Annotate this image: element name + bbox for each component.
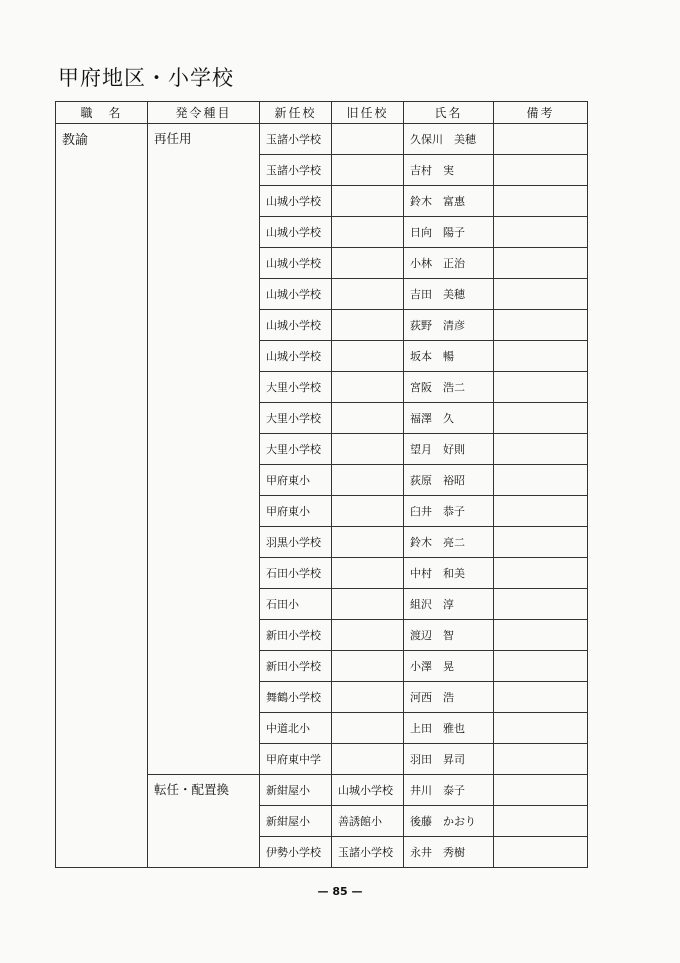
name-cell: 吉田 美穂 (404, 279, 494, 310)
notes-cell (494, 155, 588, 186)
header-position: 職 名 (56, 102, 148, 124)
notes-cell (494, 310, 588, 341)
new-school-cell: 伊勢小学校 (260, 837, 332, 868)
old-school-cell (332, 651, 404, 682)
notes-cell (494, 558, 588, 589)
old-school-cell (332, 217, 404, 248)
old-school-cell: 善誘館小 (332, 806, 404, 837)
header-appointment-type: 発令種目 (148, 102, 260, 124)
notes-cell (494, 465, 588, 496)
new-school-cell: 山城小学校 (260, 279, 332, 310)
old-school-cell (332, 403, 404, 434)
new-school-cell: 山城小学校 (260, 310, 332, 341)
notes-cell (494, 589, 588, 620)
notes-cell (494, 806, 588, 837)
name-cell: 渡辺 智 (404, 620, 494, 651)
new-school-cell: 甲府東中学 (260, 744, 332, 775)
new-school-cell: 新田小学校 (260, 651, 332, 682)
notes-cell (494, 403, 588, 434)
name-cell: 永井 秀樹 (404, 837, 494, 868)
notes-cell (494, 341, 588, 372)
notes-cell (494, 775, 588, 806)
name-cell: 臼井 恭子 (404, 496, 494, 527)
position-cell: 教諭 (56, 124, 148, 868)
old-school-cell (332, 434, 404, 465)
new-school-cell: 山城小学校 (260, 186, 332, 217)
old-school-cell (332, 682, 404, 713)
new-school-cell: 甲府東小 (260, 465, 332, 496)
name-cell: 小澤 晃 (404, 651, 494, 682)
old-school-cell: 山城小学校 (332, 775, 404, 806)
name-cell: 望月 好則 (404, 434, 494, 465)
old-school-cell (332, 589, 404, 620)
notes-cell (494, 620, 588, 651)
old-school-cell (332, 527, 404, 558)
old-school-cell (332, 279, 404, 310)
header-old-school: 旧任校 (332, 102, 404, 124)
old-school-cell (332, 155, 404, 186)
name-cell: 福澤 久 (404, 403, 494, 434)
old-school-cell (332, 372, 404, 403)
new-school-cell: 中道北小 (260, 713, 332, 744)
notes-cell (494, 713, 588, 744)
notes-cell (494, 651, 588, 682)
notes-cell (494, 248, 588, 279)
name-cell: 井川 泰子 (404, 775, 494, 806)
notes-cell (494, 217, 588, 248)
notes-cell (494, 837, 588, 868)
notes-cell (494, 372, 588, 403)
appointment-type-cell: 再任用 (148, 124, 260, 775)
new-school-cell: 新田小学校 (260, 620, 332, 651)
table-row (56, 124, 588, 155)
name-cell: 河西 浩 (404, 682, 494, 713)
personnel-table (55, 101, 588, 868)
name-cell: 荻原 裕昭 (404, 465, 494, 496)
new-school-cell: 大里小学校 (260, 434, 332, 465)
old-school-cell (332, 465, 404, 496)
new-school-cell: 石田小 (260, 589, 332, 620)
old-school-cell (332, 744, 404, 775)
name-cell: 坂本 暢 (404, 341, 494, 372)
name-cell: 宮阪 浩二 (404, 372, 494, 403)
new-school-cell: 山城小学校 (260, 341, 332, 372)
new-school-cell: 石田小学校 (260, 558, 332, 589)
name-cell: 吉村 実 (404, 155, 494, 186)
header-name: 氏名 (404, 102, 494, 124)
name-cell: 久保川 美穂 (404, 124, 494, 155)
name-cell: 羽田 昇司 (404, 744, 494, 775)
header-new-school: 新任校 (260, 102, 332, 124)
name-cell: 上田 雅也 (404, 713, 494, 744)
old-school-cell (332, 124, 404, 155)
appointment-type-cell: 転任・配置換 (148, 775, 260, 868)
old-school-cell (332, 186, 404, 217)
name-cell: 後藤 かおり (404, 806, 494, 837)
old-school-cell: 玉諸小学校 (332, 837, 404, 868)
notes-cell (494, 496, 588, 527)
notes-cell (494, 124, 588, 155)
new-school-cell: 玉諸小学校 (260, 155, 332, 186)
old-school-cell (332, 558, 404, 589)
old-school-cell (332, 496, 404, 527)
new-school-cell: 大里小学校 (260, 403, 332, 434)
new-school-cell: 舞鶴小学校 (260, 682, 332, 713)
header-notes: 備考 (494, 102, 588, 124)
notes-cell (494, 434, 588, 465)
notes-cell (494, 527, 588, 558)
new-school-cell: 山城小学校 (260, 217, 332, 248)
old-school-cell (332, 713, 404, 744)
old-school-cell (332, 620, 404, 651)
table-header-row (56, 102, 588, 124)
notes-cell (494, 744, 588, 775)
new-school-cell: 羽黒小学校 (260, 527, 332, 558)
name-cell: 組沢 淳 (404, 589, 494, 620)
new-school-cell: 新紺屋小 (260, 775, 332, 806)
table-body (56, 124, 588, 868)
new-school-cell: 大里小学校 (260, 372, 332, 403)
notes-cell (494, 186, 588, 217)
new-school-cell: 新紺屋小 (260, 806, 332, 837)
old-school-cell (332, 310, 404, 341)
name-cell: 日向 陽子 (404, 217, 494, 248)
name-cell: 鈴木 富惠 (404, 186, 494, 217)
page-number: — 85 — (317, 885, 363, 898)
name-cell: 中村 和美 (404, 558, 494, 589)
old-school-cell (332, 341, 404, 372)
new-school-cell: 甲府東小 (260, 496, 332, 527)
name-cell: 小林 正治 (404, 248, 494, 279)
page-title: 甲府地区・小学校 (58, 66, 234, 90)
old-school-cell (332, 248, 404, 279)
new-school-cell: 玉諸小学校 (260, 124, 332, 155)
name-cell: 鈴木 亮二 (404, 527, 494, 558)
notes-cell (494, 279, 588, 310)
notes-cell (494, 682, 588, 713)
name-cell: 荻野 清彦 (404, 310, 494, 341)
new-school-cell: 山城小学校 (260, 248, 332, 279)
